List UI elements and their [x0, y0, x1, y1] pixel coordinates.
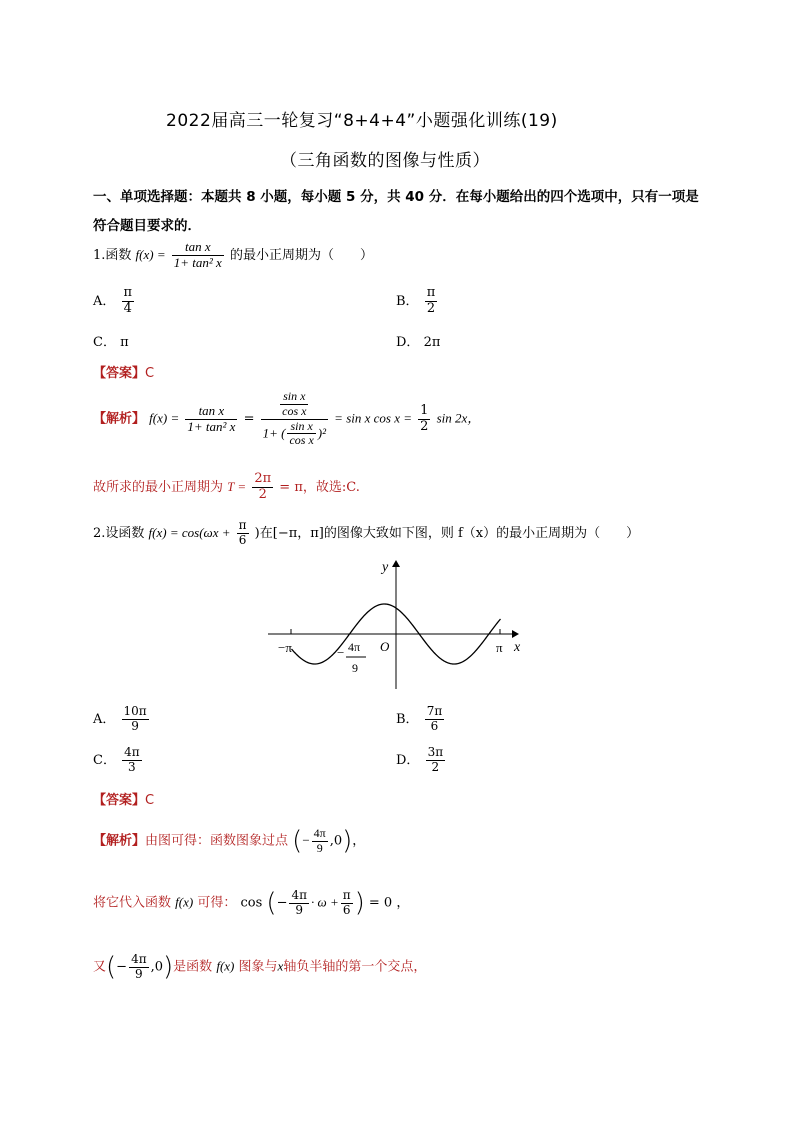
right-tick-label: π — [496, 640, 503, 655]
section-heading-line1: 一、单项选择题：本题共 8 小题，每小题 5 分，共 40 分．在每小题给出的四个选项中，只有一项是 — [93, 189, 699, 205]
q2-analysis-line3: 又(− $\frac{4\pi}{9}$ ,0)是函数 f(x) 图象与x轴负半轴的第一个交点， — [93, 951, 427, 982]
q1-option-c[interactable]: C． π — [93, 335, 129, 350]
q1-option-a[interactable]: A． $\frac{\pi}{4}$ — [93, 285, 133, 316]
q2-option-b[interactable]: B． $\frac{7\pi}{6}$ — [396, 704, 443, 733]
q1-conclusion: 故所求的最小正周期为 T = $\frac{2\pi}{2}$ = π，故选:C. — [93, 471, 360, 502]
q1-answer: 【答案】C — [93, 366, 155, 381]
y-axis-label: y — [382, 560, 389, 575]
x-axis-label: x — [514, 640, 521, 655]
left-tick-label: −π — [278, 640, 292, 655]
q2-analysis-line2: 将它代入函数 f(x) 可得： cos (− $\frac{4\pi}{9}$ · ω + $\frac{\pi}{6}$ ) = 0 ， — [93, 887, 410, 918]
q1-analysis: 【解析】 f(x) = $\frac{\text{tan x}}{\text{1+ tan² x}}$ = $\frac{\text{sin x}}{\text{cos x}}$ 1+ ( $\frac{\text{sin x}}{\text{cos x}}$ )² = sin x cos x = $\frac{1}{2}$ sin 2x， — [93, 389, 481, 448]
cosine-graph — [260, 555, 530, 695]
q1-option-d[interactable]: D． 2π — [396, 335, 441, 350]
q1-nested-fraction: $\frac{\text{sin x}}{\text{cos x}}$ 1+ ( $\frac{\text{sin x}}{\text{cos x}}$ )² — [262, 389, 327, 448]
q1-fraction: $\frac{\text{tan x}}{\text{1+ tan² x}}$ — [173, 239, 222, 270]
q2-option-d[interactable]: D． $\frac{3\pi}{2}$ — [396, 745, 444, 774]
q2-option-a[interactable]: A． $\frac{10\pi}{9}$ — [93, 704, 147, 733]
question-2-stem: 2.设函数 f(x) = cos(ωx + $\frac{\pi}{6}$ )在[−π，π]的图像大致如下图，则 f（x）的最小正周期为（ ） — [93, 518, 640, 547]
question-1-stem: 1.函数 f(x) = $\frac{\text{tan x}}{\text{1+ tan² x}}$ 的最小正周期为（ ） — [93, 239, 373, 270]
marked-point-den: 9 — [352, 661, 358, 675]
q2-answer: 【答案】C — [93, 793, 155, 808]
section-heading-line2: 符合题目要求的． — [93, 218, 201, 234]
origin-label: O — [380, 639, 390, 654]
marked-point-sign: − — [337, 645, 345, 660]
page-title: 2022届高三一轮复习“8+4+4”小题强化训练(19) — [166, 111, 558, 131]
page-subtitle: （三角函数的图像与性质） — [280, 151, 490, 171]
q2-analysis-line1: 【解析】由图可得：函数图象过点 (− $\frac{4\pi}{9}$ ,0)， — [93, 825, 366, 856]
marked-point-num: 4π — [348, 640, 361, 654]
q2-option-c[interactable]: C． $\frac{4\pi}{3}$ — [93, 745, 140, 774]
q1-option-b[interactable]: B． $\frac{\pi}{2}$ — [396, 285, 436, 316]
